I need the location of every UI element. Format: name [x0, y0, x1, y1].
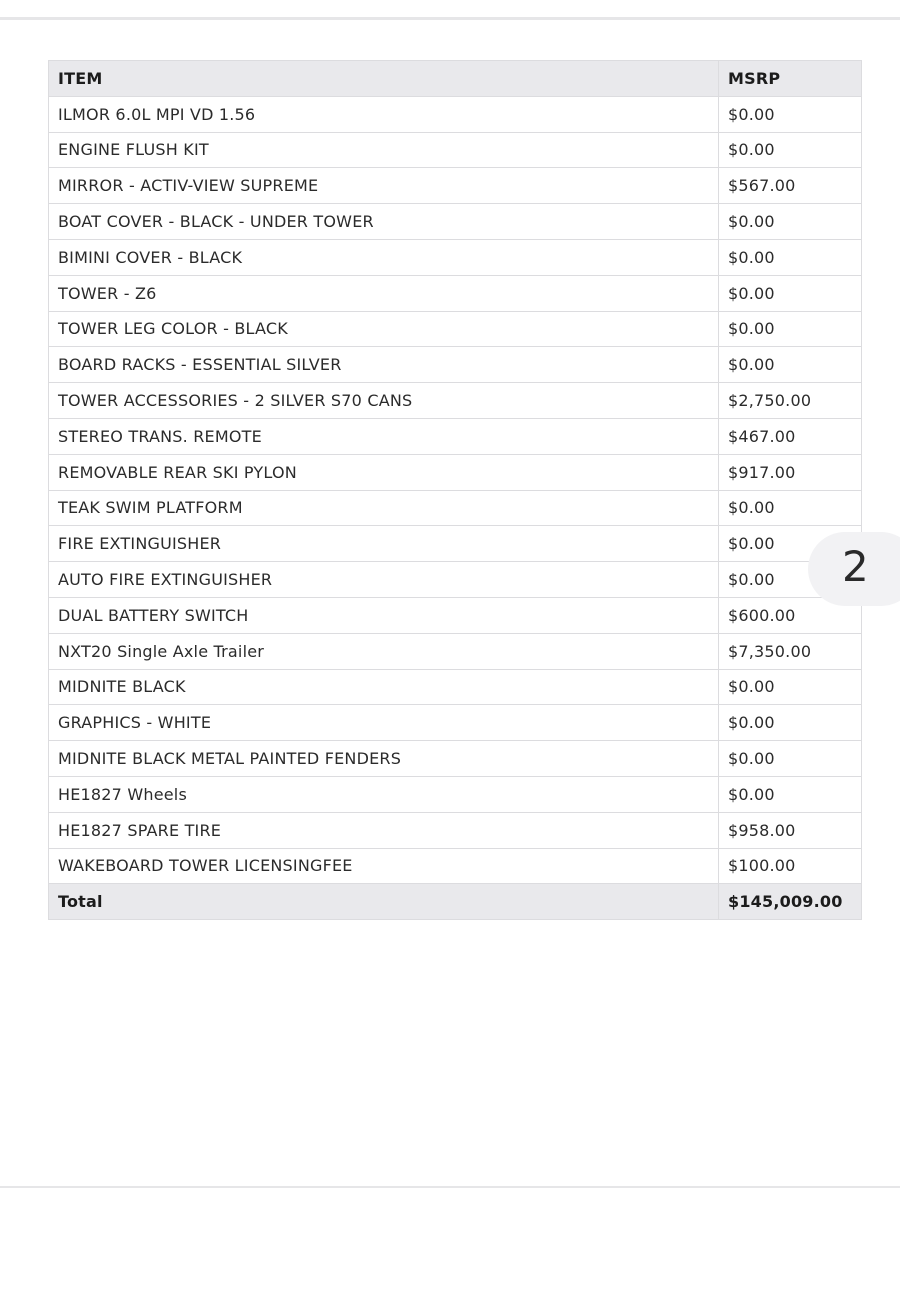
table-row [49, 526, 862, 562]
table-row [49, 168, 862, 204]
table-row [49, 490, 862, 526]
item-cell: MIDNITE BLACK [49, 669, 719, 705]
column-header-msrp: MSRP [719, 61, 862, 97]
msrp-cell: $917.00 [719, 454, 862, 490]
item-cell: TOWER LEG COLOR - BLACK [49, 311, 719, 347]
table-row [49, 812, 862, 848]
table-row [49, 741, 862, 777]
msrp-cell: $100.00 [719, 848, 862, 884]
item-cell: TEAK SWIM PLATFORM [49, 490, 719, 526]
item-cell: GRAPHICS - WHITE [49, 705, 719, 741]
msrp-cell: $0.00 [719, 239, 862, 275]
table-row [49, 311, 862, 347]
item-cell: HE1827 Wheels [49, 776, 719, 812]
msrp-cell: $600.00 [719, 597, 862, 633]
table-body [49, 96, 862, 884]
table-row [49, 776, 862, 812]
item-cell: HE1827 SPARE TIRE [49, 812, 719, 848]
table-row [49, 597, 862, 633]
msrp-cell: $0.00 [719, 311, 862, 347]
table-row [49, 239, 862, 275]
total-label: Total [49, 884, 719, 920]
msrp-cell: $2,750.00 [719, 383, 862, 419]
msrp-cell: $0.00 [719, 275, 862, 311]
item-cell: STEREO TRANS. REMOTE [49, 418, 719, 454]
item-cell: AUTO FIRE EXTINGUISHER [49, 562, 719, 598]
item-cell: REMOVABLE REAR SKI PYLON [49, 454, 719, 490]
item-cell: MIDNITE BLACK METAL PAINTED FENDERS [49, 741, 719, 777]
item-cell: BIMINI COVER - BLACK [49, 239, 719, 275]
total-row [49, 884, 862, 920]
table-row [49, 418, 862, 454]
msrp-cell: $0.00 [719, 741, 862, 777]
item-cell: WAKEBOARD TOWER LICENSINGFEE [49, 848, 719, 884]
table-row [49, 96, 862, 132]
item-cell: DUAL BATTERY SWITCH [49, 597, 719, 633]
msrp-cell: $0.00 [719, 669, 862, 705]
msrp-cell: $0.00 [719, 490, 862, 526]
item-cell: TOWER - Z6 [49, 275, 719, 311]
item-cell: MIRROR - ACTIV-VIEW SUPREME [49, 168, 719, 204]
item-cell: ENGINE FLUSH KIT [49, 132, 719, 168]
table-row [49, 383, 862, 419]
table-row [49, 347, 862, 383]
msrp-cell: $0.00 [719, 776, 862, 812]
msrp-cell: $0.00 [719, 132, 862, 168]
msrp-cell: $0.00 [719, 204, 862, 240]
table-row [49, 633, 862, 669]
table-row [49, 454, 862, 490]
item-cell: NXT20 Single Axle Trailer [49, 633, 719, 669]
item-cell: TOWER ACCESSORIES - 2 SILVER S70 CANS [49, 383, 719, 419]
table-header-row [49, 61, 862, 97]
top-divider [0, 17, 900, 20]
msrp-cell: $958.00 [719, 812, 862, 848]
table-row [49, 132, 862, 168]
msrp-cell: $0.00 [719, 562, 862, 598]
msrp-table [48, 60, 862, 920]
column-header-item: ITEM [49, 61, 719, 97]
msrp-cell: $467.00 [719, 418, 862, 454]
table-row [49, 669, 862, 705]
table-row [49, 562, 862, 598]
page-number-badge [808, 532, 900, 606]
bottom-divider [0, 1186, 900, 1188]
msrp-cell: $0.00 [719, 347, 862, 383]
msrp-cell: $0.00 [719, 705, 862, 741]
table-row [49, 705, 862, 741]
msrp-cell: $0.00 [719, 96, 862, 132]
msrp-cell: $7,350.00 [719, 633, 862, 669]
item-cell: ILMOR 6.0L MPI VD 1.56 [49, 96, 719, 132]
table-row [49, 204, 862, 240]
page-number: 2 [842, 542, 869, 591]
item-cell: BOARD RACKS - ESSENTIAL SILVER [49, 347, 719, 383]
total-value: $145,009.00 [719, 884, 862, 920]
table-row [49, 275, 862, 311]
item-cell: BOAT COVER - BLACK - UNDER TOWER [49, 204, 719, 240]
msrp-cell: $0.00 [719, 526, 862, 562]
table-row [49, 848, 862, 884]
msrp-cell: $567.00 [719, 168, 862, 204]
item-cell: FIRE EXTINGUISHER [49, 526, 719, 562]
